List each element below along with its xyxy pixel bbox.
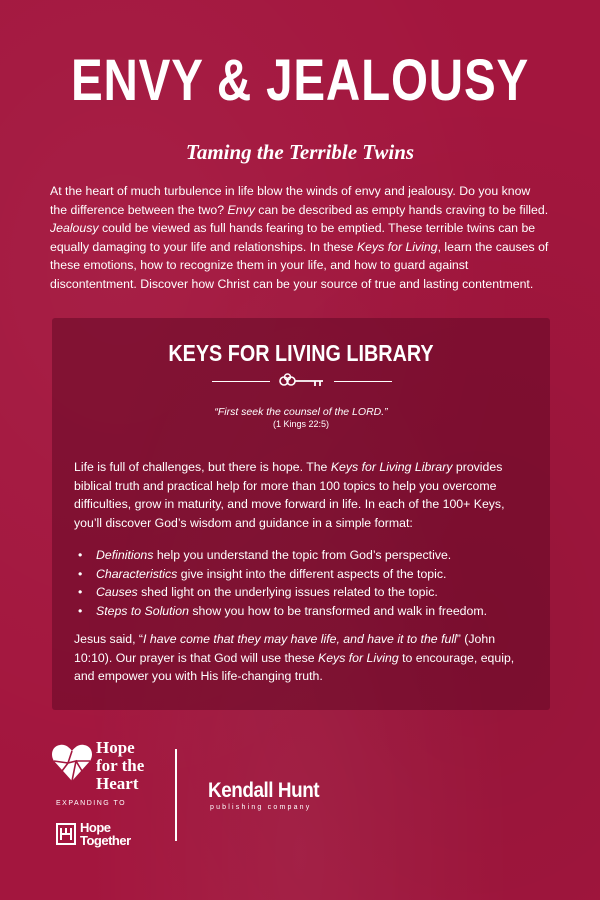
closing-paragraph: Jesus said, “I have come that they may have life, and have it to the full” (John 10:10). Our prayer is that God will use these Keys for Living to encourage, equip, and empower you with His life-changing truth. <box>74 632 515 683</box>
scripture-quote: “First seek the counsel of the LORD.” <box>214 406 388 418</box>
library-description: Life is full of challenges, but there is hope. The Keys for Living Library provides biblical truth and practical help for more than 100 topics to help you overcome difficulties, grow in maturity, and move forward in life. In each of the 100+ Keys, you’ll discover God’s wisdom and guidance in a simple format: <box>74 460 505 530</box>
key-divider <box>212 373 392 389</box>
list-item: • Characteristics give insight into the different aspects of the topic. <box>78 565 528 584</box>
hope-together-icon <box>56 823 76 845</box>
footer <box>0 735 600 865</box>
key-icon <box>279 373 325 389</box>
library-panel <box>52 318 550 710</box>
list-item: • Causes shed light on the underlying issues related to the topic. <box>78 583 528 602</box>
kendall-hunt-logo: Kendall Hunt <box>208 779 320 802</box>
scripture-reference: (1 Kings 22:5) <box>272 419 330 429</box>
expanding-to-label: EXPANDING TO <box>56 800 127 807</box>
hope-for-the-heart-logotext: Hope for the Heart <box>96 738 145 793</box>
footer-divider <box>175 749 177 841</box>
list-item: • Definitions help you understand the topic from God’s perspective. <box>78 546 528 565</box>
hope-together-logotext: Hope Together <box>80 820 131 848</box>
intro-paragraph: At the heart of much turbulence in life blow the winds of envy and jealousy. Do you know the difference between the two? Envy can be described as empty hands craving to be filled. Jealousy could be viewed as full hands fearing to be emptied. These terrible twins can be equally damaging to your life and relationships. In these Keys for Living, learn the causes of these emotions, how to recognize them in your life, and how to guard against discontentment. Discover how Christ can be your source of true and lasting contentment. <box>50 184 549 291</box>
format-list <box>78 546 528 620</box>
publisher-tagline: publishing company <box>210 804 312 811</box>
list-item: • Steps to Solution show you how to be transformed and walk in freedom. <box>78 602 528 621</box>
heart-logo-icon <box>50 741 94 785</box>
book-subtitle: Taming the Terrible Twins <box>185 140 415 164</box>
book-title: ENVY & JEALOUSY <box>70 48 530 113</box>
library-title: KEYS FOR LIVING LIBRARY <box>168 340 434 366</box>
